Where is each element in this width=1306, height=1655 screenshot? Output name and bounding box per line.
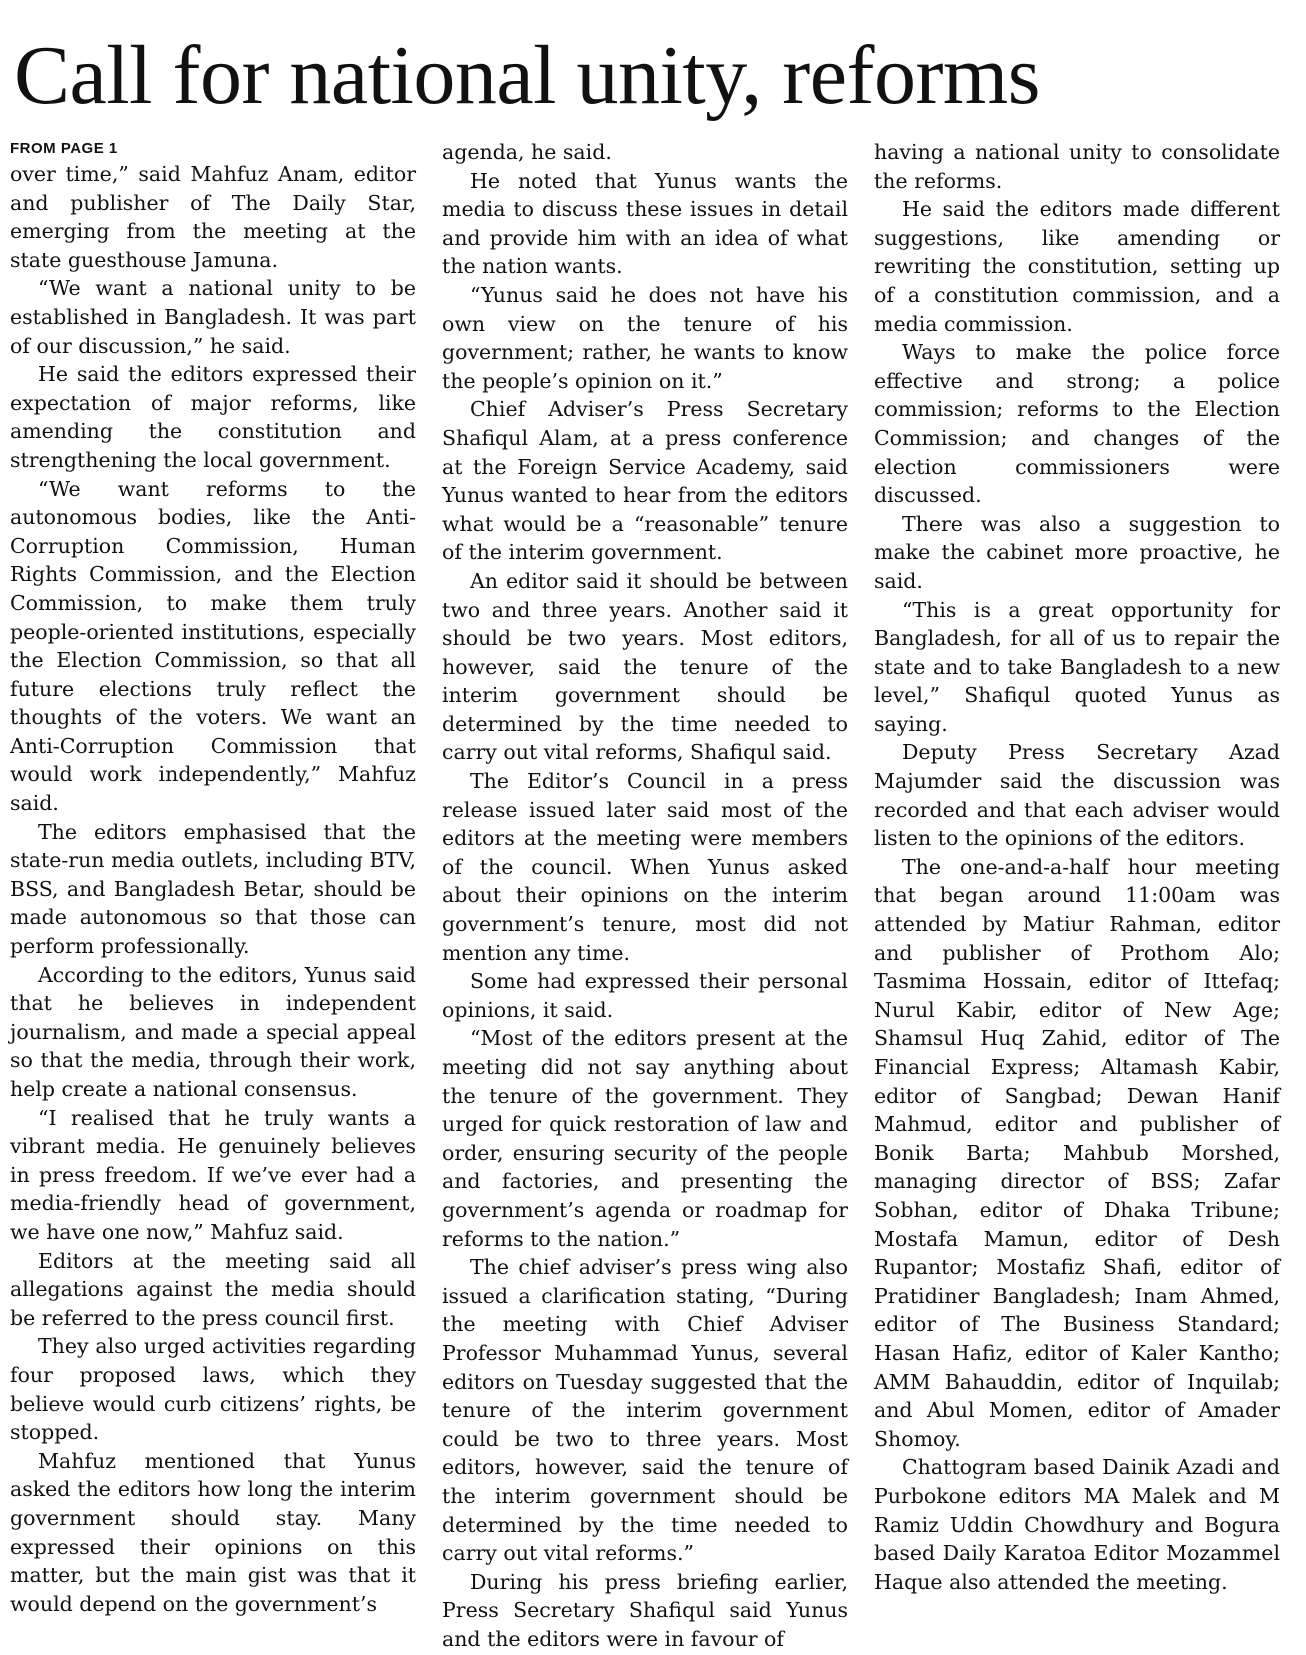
paragraph: During his press briefing earlier, Press Secretary Shafiqul said Yunus and the editors were in favour of	[442, 1569, 848, 1651]
paragraph: “This is a great opportunity for Bangladesh, for all of us to repair the state and to take Bangladesh to a new level,” Shafiqul quoted Yunus as saying.	[874, 597, 1280, 736]
paragraph: According to the editors, Yunus said that he believes in independent journalism, and made a special appeal so that the media, through their work, help create a national consensus.	[10, 962, 416, 1101]
paragraph: Chief Adviser’s Press Secretary Shafiqul Alam, at a press conference at the Foreign Service Academy, said Yunus wanted to hear from the editors what would be a “reasonable” tenure of the interim government.	[442, 397, 848, 565]
paragraph: He said the editors made different suggestions, like amending or rewriting the constitution, setting up of a constitution commission, and a media commission.	[874, 197, 1280, 336]
paragraph: agenda, he said.	[442, 140, 612, 164]
paragraph: Mahfuz mentioned that Yunus asked the editors how long the interim government should stay. Many expressed their opinions on this matter, but the main gist was that it would depend on the government’s	[10, 1448, 416, 1616]
paragraph: Chattogram based Dainik Azadi and Purbokone editors MA Malek and M Ramiz Uddin Chowdhury and Bogura based Daily Karatoa Editor Mozammel Haque also attended the meeting.	[874, 1455, 1280, 1594]
paragraph: Editors at the meeting said all allegations against the media should be referred to the press council first.	[10, 1248, 416, 1330]
paragraph: An editor said it should be between two and three years. Another said it should be two years. Most editors, however, said the tenure of the interim government should be determined by the time needed to carry out vital reforms, Shafiqul said.	[442, 568, 848, 765]
paragraph: “We want reforms to the autonomous bodies, like the Anti-Corruption Commission, Human Rights Commission, and the Election Commission, to make them truly people-oriented institutions, especially the Election Commission, so that all future elections truly reflect the thoughts of the voters. We want an Anti-Corruption Commission that would work independently,” Mahfuz said.	[10, 476, 416, 816]
paragraph: having a national unity to consolidate the reforms.	[874, 140, 1280, 193]
paragraph: Some had expressed their personal opinions, it said.	[442, 969, 848, 1022]
headline: Call for national unity, reforms	[14, 29, 1040, 122]
paragraph: They also urged activities regarding four proposed laws, which they believe would curb citizens’ rights, be stopped.	[10, 1334, 416, 1445]
paragraph: “I realised that he truly wants a vibrant media. He genuinely believes in press freedom. If we’ve ever had a media-friendly head of government, we have one now,” Mahfuz said.	[10, 1105, 416, 1244]
paragraph: The editors emphasised that the state-run media outlets, including BTV, BSS, and Bangladesh Betar, should be made autonomous so that those can perform professionally.	[10, 819, 416, 959]
paragraph: He said the editors expressed their expectation of major reforms, like amending the constitution and strengthening the local government.	[10, 362, 416, 472]
paragraph: “Yunus said he does not have his own view on the tenure of his government; rather, he wants to know the people’s opinion on it.”	[442, 282, 848, 393]
column-2	[442, 138, 848, 1653]
paragraph: He noted that Yunus wants the media to discuss these issues in detail and provide him with an idea of what the nation wants.	[442, 168, 848, 279]
column-1	[10, 138, 416, 1653]
paragraph: Ways to make the police force effective and strong; a police commission; reforms to the Election Commission; and changes of the election commissioners were discussed.	[874, 340, 1280, 508]
article-columns	[10, 138, 1286, 1653]
column-3	[874, 138, 1280, 1653]
paragraph: “We want a national unity to be established in Bangladesh. It was part of our discussion,” he said.	[10, 276, 416, 358]
paragraph: The chief adviser’s press wing also issued a clarification stating, “During the meeting with Chief Adviser Professor Muhammad Yunus, several editors on Tuesday suggested that the tenure of the interim government could be two to three years. Most editors, however, said the tenure of the interim government should be determined by the time needed to carry out vital reforms.”	[442, 1255, 848, 1566]
paragraph: The Editor’s Council in a press release issued later said most of the editors at the meeting were members of the council. When Yunus asked about their opinions on the interim government’s tenure, most did not mention any time.	[442, 769, 848, 965]
paragraph: over time,” said Mahfuz Anam, editor and publisher of The Daily Star, emerging from the meeting at the state guesthouse Jamuna.	[10, 162, 416, 272]
paragraph: The one-and-a-half hour meeting that began around 11:00am was attended by Matiur Rahman, editor and publisher of Prothom Alo; Tasmima Hossain, editor of Ittefaq; Nurul Kabir, editor of New Age; Shamsul Huq Zahid, editor of The Financial Express; Altamash Kabir, editor of Sangbad; Dewan Hanif Mahmud, editor and publisher of Bonik Barta; Mahbub Morshed, managing director of BSS; Zafar Sobhan, editor of Dhaka Tribune; Mostafa Mamun, editor of Desh Rupantor; Mostafiz Shafi, editor of Pratidiner Bangladesh; Inam Ahmed, editor of The Business Standard; Hasan Hafiz, editor of Kaler Kantho; AMM Bahauddin, editor of Inquilab; and Abul Momen, editor of Amader Shomoy.	[874, 854, 1280, 1451]
paragraph: “Most of the editors present at the meeting did not say anything about the tenure of the government. They urged for quick restoration of law and order, ensuring security of the people and factories, and presenting the government’s agenda or roadmap for reforms to the nation.”	[442, 1026, 848, 1251]
paragraph: There was also a suggestion to make the cabinet more proactive, he said.	[874, 511, 1280, 593]
paragraph: Deputy Press Secretary Azad Majumder said the discussion was recorded and that each adviser would listen to the opinions of the editors.	[874, 740, 1280, 851]
continued-from-label: FROM PAGE 1	[10, 140, 118, 157]
